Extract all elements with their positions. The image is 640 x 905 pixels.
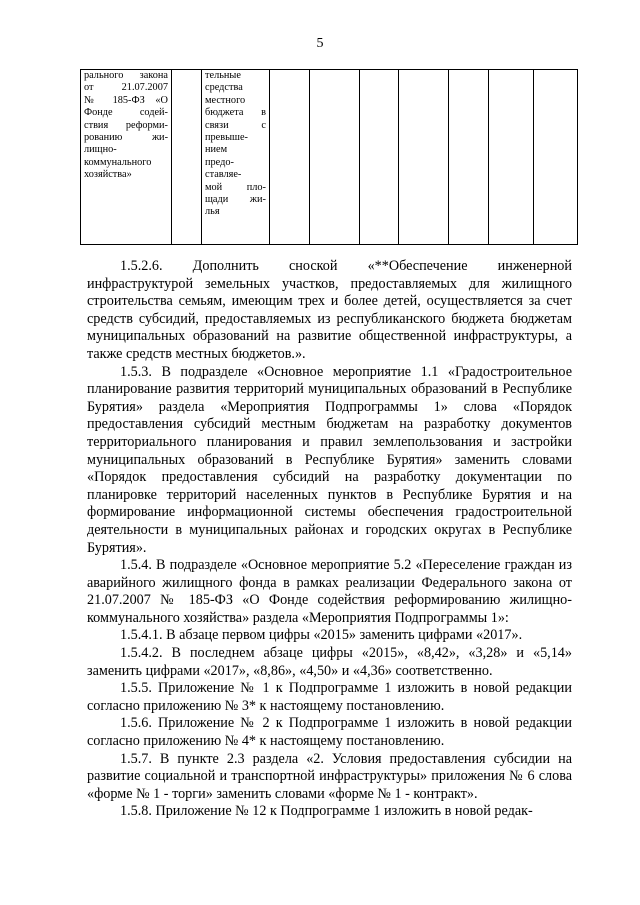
table-cell-empty — [534, 70, 578, 245]
cell-line: от 21.07.2007 — [84, 82, 168, 94]
cell-line: лищно- — [84, 144, 117, 156]
paragraph: 1.5.3. В подразделе «Основное мероприятие 1.1 «Градостроительное планирование развития территорий муниципальных образований в Республике Бурятия» раздела «Мероприятия Подпрограммы 1» слова «Порядок предоставления субсидий местным бюджетам на разработку документов территориального планирования и правил землепользования и застройки муниципальных образований в Республике Бурятия» заменить словами «Порядок предоставления субсидий на разработку документации по планировке территорий населенных пунктов в Республике Бурятия и на формирование информационной системы обеспечения градостроительной деятельности в муниципальных районах и городских округах в Республике Бурятия». — [87, 363, 572, 556]
cell-line: превыше- — [205, 132, 248, 144]
cell-line: тельные — [205, 70, 241, 81]
paragraph: 1.5.4. В подразделе «Основное мероприятие 5.2 «Переселение граждан из аварийного жилищного фонда в рамках реализации Федерального закона от 21.07.2007 № 185-ФЗ «О Фонде содействия реформированию жилищно-коммунального хозяйства» раздела «Мероприятия Подпрограммы 1»: — [87, 557, 572, 626]
table-cell-empty — [360, 70, 399, 245]
funding-note-text — [205, 70, 266, 219]
table-cell-funding-note — [202, 70, 270, 245]
cell-line: коммунального — [84, 156, 152, 168]
cell-line: бюджета в — [205, 107, 266, 119]
cell-line: хозяйства» — [84, 169, 132, 181]
cell-line: мой пло- — [205, 181, 266, 193]
table-cell-law-reference — [81, 70, 172, 245]
paragraph: 1.5.5. Приложение № 1 к Подпрограмме 1 изложить в новой редакции согласно приложению № 3* к настоящему постановлению. — [87, 680, 572, 714]
table-cell-empty — [489, 70, 534, 245]
cell-line: ствия реформи- — [84, 119, 168, 131]
page-number: 5 — [316, 36, 324, 51]
cell-line: средства — [205, 82, 243, 94]
table-cell-empty — [270, 70, 310, 245]
cell-line: рального закона — [84, 70, 168, 81]
cell-line: нием — [205, 144, 228, 156]
table-cell-empty — [310, 70, 360, 245]
table-cell-empty — [449, 70, 489, 245]
cell-line: предо- — [205, 156, 234, 168]
table-cell-empty — [399, 70, 449, 245]
cell-line: рованию жи- — [84, 132, 168, 144]
cell-line: лья — [205, 206, 220, 218]
cell-line: связи с — [205, 119, 266, 131]
paragraph: 1.5.6. Приложение № 2 к Подпрограмме 1 изложить в новой редакции согласно приложению № 4* к настоящему постановлению. — [87, 715, 572, 750]
cell-line: ставляе- — [205, 169, 242, 181]
cell-line: Фонде содей- — [84, 107, 168, 119]
body-text — [87, 258, 572, 821]
paragraph: 1.5.4.1. В абзаце первом цифры «2015» заменить цифрами «2017». — [120, 627, 523, 644]
law-reference-text — [84, 70, 168, 182]
cell-line: щади жи- — [205, 194, 266, 206]
table-cell-empty — [172, 70, 202, 245]
cell-line: местного — [205, 94, 246, 106]
paragraph: 1.5.7. В пункте 2.3 раздела «2. Условия предоставления субсидии на развитие социальной и транспортной инфраструктуры» приложения № 6 слова «форме № 1 - торги» заменить словами «форме № 1 - контракт». — [87, 750, 572, 802]
continued-table — [80, 69, 578, 245]
paragraph: 1.5.2.6. Дополнить сноской «**Обеспечение инженерной инфраструктурой земельных участков, предоставляемых для жилищного строительства семьям, имеющим трех и более детей, осуществляется за счет средств субсидий, предоставляемых из республиканского бюджета бюджетам муниципальных образований на развитие общественной инфраструктуры, а также средств местных бюджетов.». — [87, 258, 572, 362]
paragraph: 1.5.8. Приложение № 12 к Подпрограмме 1 изложить в новой редак- — [120, 803, 533, 820]
paragraph: 1.5.4.2. В последнем абзаце цифры «2015», «8,42», «3,28» и «5,14» заменить цифрами «2017», «8,86», «4,50» и «4,36» соответственно. — [87, 645, 572, 679]
cell-line: № 185-ФЗ «О — [84, 94, 168, 106]
